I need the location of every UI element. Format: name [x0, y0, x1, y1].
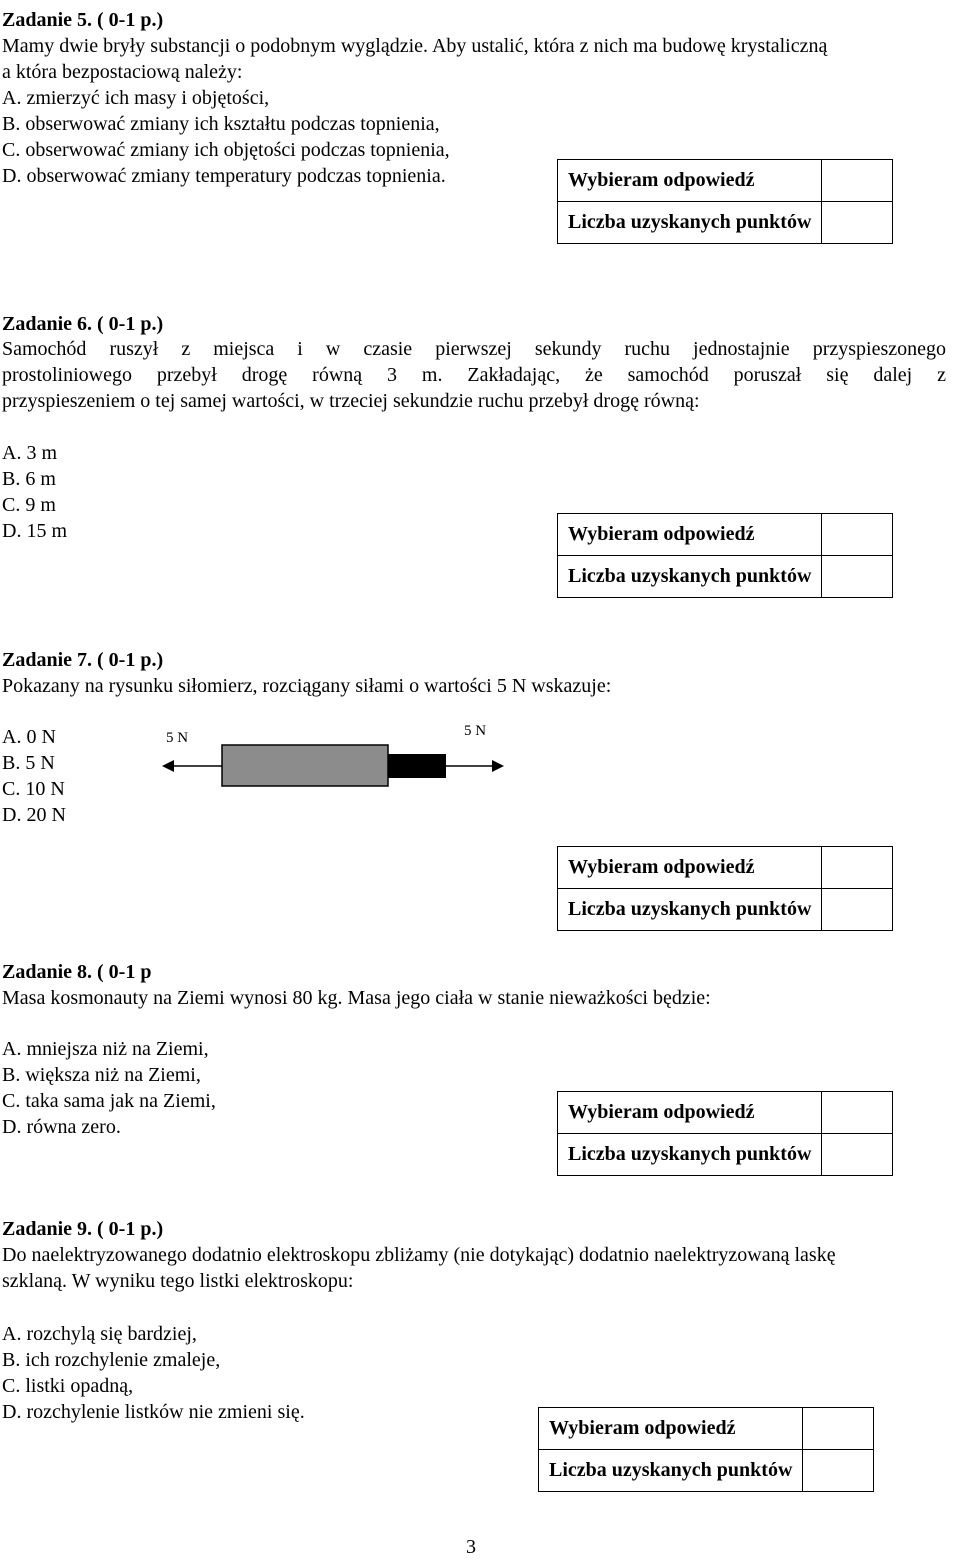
answer-table	[538, 1407, 874, 1492]
points-label: Liczba uzyskanych punktów	[558, 889, 822, 931]
points-input-box[interactable]	[822, 556, 893, 598]
option-c: C. 9 m	[2, 494, 56, 516]
option-d: D. równa zero.	[2, 1116, 121, 1138]
spring-scale-hook	[388, 754, 446, 778]
task-text-line: Samochód ruszył z miejsca i w czasie pierwszej sekundy ruchu jednostajnie przyspieszonego	[2, 338, 946, 360]
points-input-box[interactable]	[822, 889, 893, 931]
task-title: Zadanie 6. ( 0-1 p.)	[2, 313, 164, 335]
task-text-line: Do naelektryzowanego dodatnio elektroskopu zbliżamy (nie dotykając) dodatnio naelektryzowaną laskę	[2, 1244, 836, 1266]
choice-label: Wybieram odpowiedź	[539, 1408, 803, 1450]
choice-input-box[interactable]	[822, 847, 893, 889]
points-label: Liczba uzyskanych punktów	[558, 202, 822, 244]
option-c: C. 10 N	[2, 778, 65, 800]
option-c: C. listki opadną,	[2, 1375, 134, 1397]
option-a: A. 3 m	[2, 442, 57, 464]
task-text-line: a która bezpostaciową należy:	[2, 61, 243, 83]
option-d: D. obserwować zmiany temperatury podczas topnienia.	[2, 165, 446, 187]
spring-scale-figure	[160, 740, 510, 790]
points-label: Liczba uzyskanych punktów	[558, 1134, 822, 1176]
option-c: C. obserwować zmiany ich objętości podczas topnienia,	[2, 139, 450, 161]
points-label: Liczba uzyskanych punktów	[558, 556, 822, 598]
option-a: A. zmierzyć ich masy i objętości,	[2, 87, 270, 109]
answer-table	[557, 1091, 893, 1176]
left-force-label: 5 N	[166, 730, 189, 746]
points-label: Liczba uzyskanych punktów	[539, 1450, 803, 1492]
choice-label: Wybieram odpowiedź	[558, 847, 822, 889]
option-a: A. rozchylą się bardziej,	[2, 1323, 197, 1345]
page-number: 3	[466, 1536, 476, 1558]
points-input-box[interactable]	[822, 202, 893, 244]
right-force-label: 5 N	[464, 723, 487, 739]
task-title: Zadanie 8. ( 0-1 p	[2, 961, 152, 983]
task-text-line: prostoliniowego przebył drogę równą 3 m. Zakładając, że samochód poruszał się dalej z	[2, 364, 946, 386]
answer-table	[557, 159, 893, 244]
answer-table	[557, 513, 893, 598]
spring-scale-body	[222, 745, 388, 786]
task-text-line: przyspieszeniem o tej samej wartości, w trzeciej sekundzie ruchu przebył drogę równą:	[2, 390, 700, 412]
option-d: D. 15 m	[2, 520, 67, 542]
option-d: D. 20 N	[2, 804, 66, 826]
task-title: Zadanie 5. ( 0-1 p.)	[2, 9, 164, 31]
task-text-line: Mamy dwie bryły substancji o podobnym wyglądzie. Aby ustalić, która z nich ma budowę krystaliczną	[2, 35, 828, 57]
option-b: B. 5 N	[2, 752, 55, 774]
choice-label: Wybieram odpowiedź	[558, 514, 822, 556]
choice-input-box[interactable]	[822, 1092, 893, 1134]
option-a: A. mniejsza niż na Ziemi,	[2, 1038, 209, 1060]
task-title: Zadanie 9. ( 0-1 p.)	[2, 1218, 164, 1240]
task-text-line: szklaną. W wyniku tego listki elektroskopu:	[2, 1270, 354, 1292]
option-b: B. obserwować zmiany ich kształtu podczas topnienia,	[2, 113, 440, 135]
option-a: A. 0 N	[2, 726, 56, 748]
points-input-box[interactable]	[803, 1450, 874, 1492]
choice-input-box[interactable]	[803, 1408, 874, 1450]
option-c: C. taka sama jak na Ziemi,	[2, 1090, 216, 1112]
right-arrow-icon	[446, 760, 504, 772]
option-b: B. większa niż na Ziemi,	[2, 1064, 201, 1086]
choice-input-box[interactable]	[822, 514, 893, 556]
choice-input-box[interactable]	[822, 160, 893, 202]
option-b: B. ich rozchylenie zmaleje,	[2, 1349, 221, 1371]
task-text-line: Pokazany na rysunku siłomierz, rozciągany siłami o wartości 5 N wskazuje:	[2, 675, 612, 697]
option-d: D. rozchylenie listków nie zmieni się.	[2, 1401, 305, 1423]
choice-label: Wybieram odpowiedź	[558, 1092, 822, 1134]
task-title: Zadanie 7. ( 0-1 p.)	[2, 649, 164, 671]
left-arrow-icon	[162, 760, 222, 772]
choice-label: Wybieram odpowiedź	[558, 160, 822, 202]
task-text-line: Masa kosmonauty na Ziemi wynosi 80 kg. Masa jego ciała w stanie nieważkości będzie:	[2, 987, 711, 1009]
option-b: B. 6 m	[2, 468, 56, 490]
points-input-box[interactable]	[822, 1134, 893, 1176]
answer-table	[557, 846, 893, 931]
